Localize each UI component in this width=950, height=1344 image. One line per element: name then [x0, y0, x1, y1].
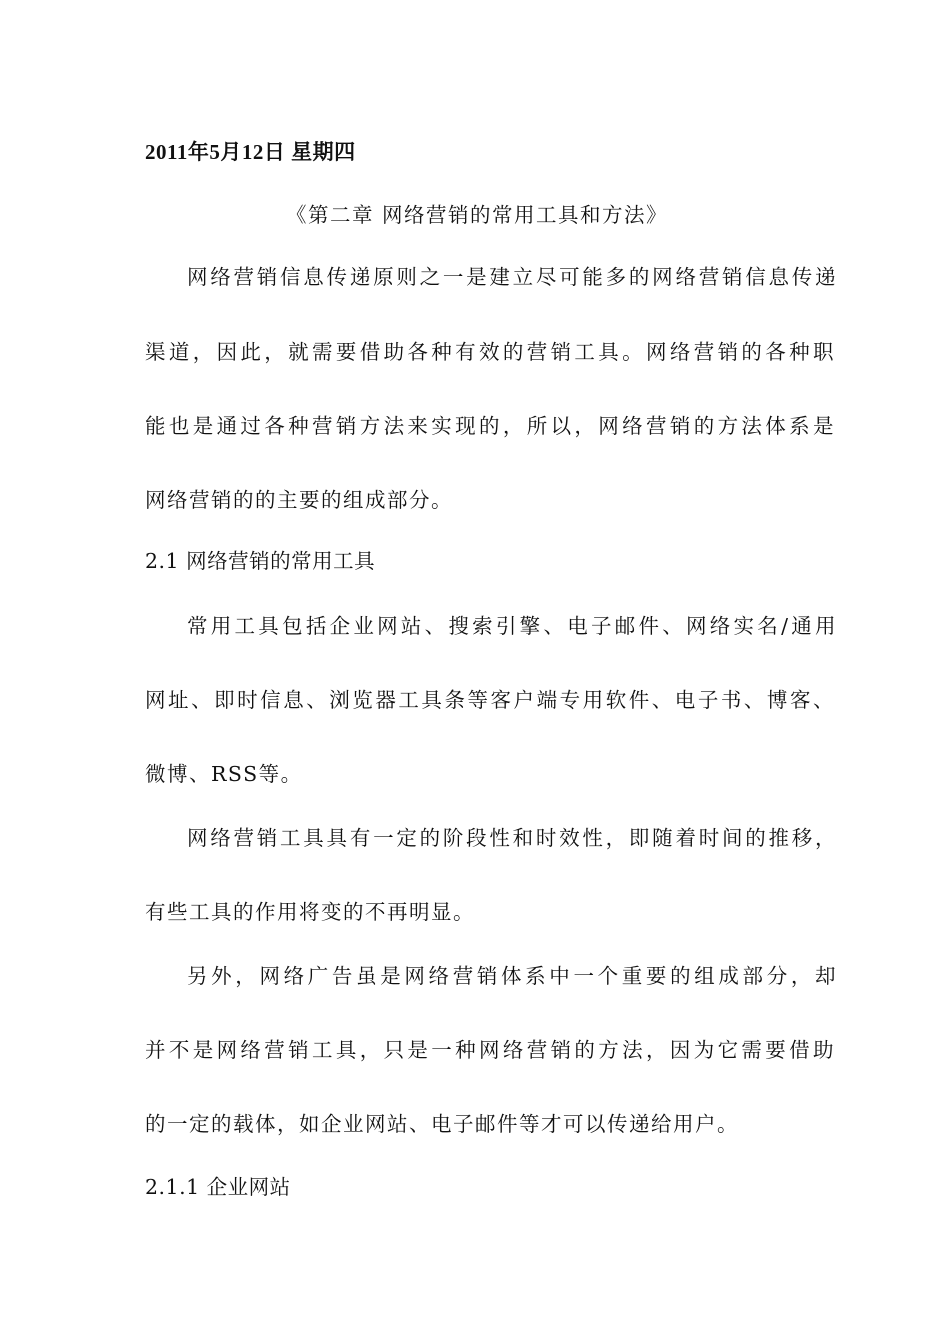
- paragraph-4-line-3: 的一定的载体，如企业网站、电子邮件等才可以传递给用户。: [145, 1112, 739, 1136]
- paragraph-3-line-1: 网络营销工具具有一定的阶段性和时效性，即随着时间的推移，: [187, 826, 837, 850]
- chapter-title: 《第二章 网络营销的常用工具和方法》: [286, 203, 669, 227]
- paragraph-4-line-1: 另外，网络广告虽是网络营销体系中一个重要的组成部分，却: [187, 964, 837, 988]
- section-heading-2-1: 2.1 网络营销的常用工具: [145, 549, 376, 573]
- paragraph-2-line-3: 微博、RSS等。: [145, 762, 303, 786]
- paragraph-1-line-3: 能也是通过各种营销方法来实现的，所以，网络营销的方法体系是: [145, 414, 835, 438]
- paragraph-2-line-2: 网址、即时信息、浏览器工具条等客户端专用软件、电子书、博客、: [145, 688, 835, 712]
- paragraph-1-line-1: 网络营销信息传递原则之一是建立尽可能多的网络营销信息传递: [187, 265, 837, 289]
- section-heading-2-1-1: 2.1.1 企业网站: [145, 1175, 291, 1199]
- paragraph-4-line-2: 并不是网络营销工具，只是一种网络营销的方法，因为它需要借助: [145, 1038, 835, 1062]
- paragraph-1-line-2: 渠道，因此，就需要借助各种有效的营销工具。网络营销的各种职: [145, 340, 835, 364]
- paragraph-3-line-2: 有些工具的作用将变的不再明显。: [145, 900, 475, 924]
- date-line: 2011年5月12日 星期四: [145, 140, 356, 164]
- paragraph-2-line-1: 常用工具包括企业网站、搜索引擎、电子邮件、网络实名/通用: [187, 614, 837, 638]
- paragraph-1-line-4: 网络营销的的主要的组成部分。: [145, 488, 453, 512]
